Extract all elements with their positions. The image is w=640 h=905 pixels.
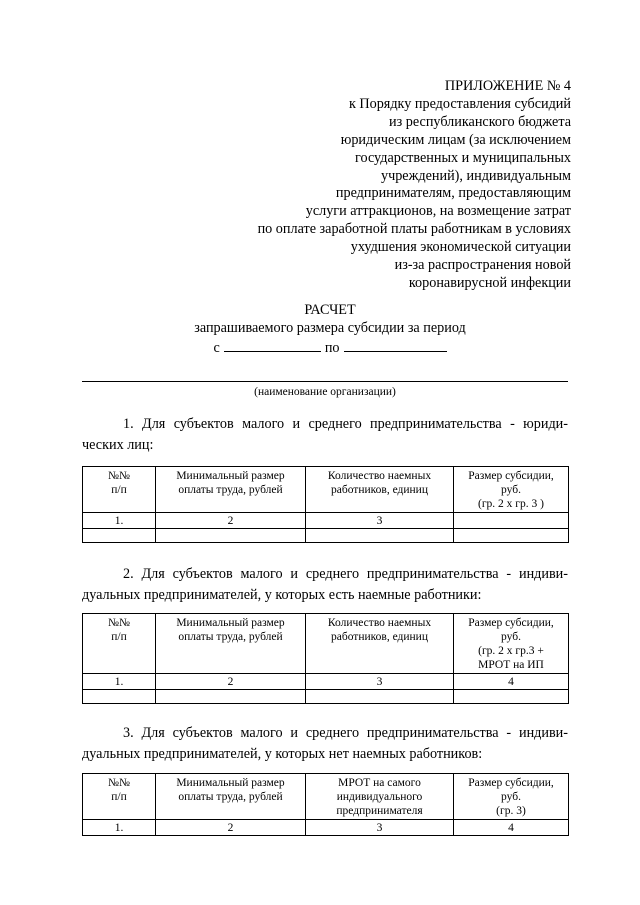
data-cell[interactable] xyxy=(156,529,306,543)
header-cell: №№ п/п xyxy=(83,467,156,513)
section-1-heading xyxy=(82,414,568,455)
period-to-blank xyxy=(344,338,447,352)
appendix-line: из республиканского бюджета xyxy=(389,113,571,130)
header-cell: Минимальный размер оплаты труда, рублей xyxy=(156,614,306,674)
index-cell: 2 xyxy=(156,674,306,690)
section-1-table xyxy=(82,466,569,543)
data-cell[interactable] xyxy=(83,529,156,543)
table-header-row xyxy=(83,614,569,674)
table-index-row xyxy=(83,820,569,836)
appendix-header xyxy=(200,78,571,293)
index-cell: 3 xyxy=(306,820,454,836)
section-3-table xyxy=(82,773,569,836)
section-3-heading xyxy=(82,723,568,764)
period-from-blank xyxy=(224,338,321,352)
index-cell: 2 xyxy=(156,513,306,529)
appendix-line: из-за распространения новой xyxy=(394,257,571,274)
period-to-label: по xyxy=(324,340,340,356)
index-cell: 2 xyxy=(156,820,306,836)
section-heading-line: 1. Для субъектов малого и среднего предпринимательства - юриди- xyxy=(123,416,568,432)
index-cell xyxy=(454,513,569,529)
appendix-line: государственных и муниципальных xyxy=(355,149,571,166)
index-cell: 3 xyxy=(306,674,454,690)
section-2-heading xyxy=(82,564,568,605)
document-subtitle: запрашиваемого размера субсидии за период xyxy=(194,319,466,336)
section-heading-line: 3. Для субъектов малого и среднего предпринимательства - индиви- xyxy=(123,725,568,741)
section-heading-line: ческих лиц: xyxy=(82,436,154,453)
organization-name-line xyxy=(82,381,568,382)
appendix-line: предпринимателям, предоставляющим xyxy=(335,185,571,202)
section-2-table xyxy=(82,613,569,704)
calculation-title xyxy=(130,302,530,338)
appendix-line: коронавирусной инфекции xyxy=(408,274,571,291)
appendix-line: по оплате заработной платы работникам в условиях xyxy=(257,221,571,238)
header-cell: Количество наемных работников, единиц xyxy=(306,467,454,513)
header-cell: МРОТ на самого индивидуального предпринимателя xyxy=(306,774,454,820)
header-cell: Размер субсидии, руб. (гр. 2 х гр. 3 ) xyxy=(454,467,569,513)
period-line xyxy=(130,338,530,358)
data-cell[interactable] xyxy=(83,690,156,704)
section-heading-line: дуальных предпринимателей, у которых нет наемных работников: xyxy=(82,745,483,762)
header-cell: Минимальный размер оплаты труда, рублей xyxy=(156,467,306,513)
appendix-line: услуги аттракционов, на возмещение затрат xyxy=(305,203,571,220)
table-index-row xyxy=(83,674,569,690)
document-title: РАСЧЕТ xyxy=(304,302,356,318)
appendix-line: ПРИЛОЖЕНИЕ № 4 xyxy=(444,78,571,94)
period-from-label: с xyxy=(213,340,220,356)
index-cell: 3 xyxy=(306,513,454,529)
appendix-line: к Порядку предоставления субсидий xyxy=(348,95,571,112)
header-cell: №№ п/п xyxy=(83,614,156,674)
section-heading-line: дуальных предпринимателей, у которых есть наемные работники: xyxy=(82,586,482,603)
data-cell[interactable] xyxy=(454,529,569,543)
table-row xyxy=(83,690,569,704)
appendix-line: юридическим лицам (за исключением xyxy=(340,131,571,148)
organization-caption: (наименование организации) xyxy=(254,386,396,398)
header-cell: №№ п/п xyxy=(83,774,156,820)
header-cell: Минимальный размер оплаты труда, рублей xyxy=(156,774,306,820)
index-cell: 4 xyxy=(454,820,569,836)
appendix-line: учреждений), индивидуальным xyxy=(380,167,571,184)
table-row xyxy=(83,529,569,543)
header-cell: Размер субсидии, руб. (гр. 2 х гр.3 + МРОТ на ИП xyxy=(454,614,569,674)
section-heading-line: 2. Для субъектов малого и среднего предпринимательства - индиви- xyxy=(123,566,568,582)
header-cell: Размер субсидии, руб. (гр. 3) xyxy=(454,774,569,820)
index-cell: 1. xyxy=(83,820,156,836)
table-header-row xyxy=(83,774,569,820)
index-cell: 1. xyxy=(83,513,156,529)
data-cell[interactable] xyxy=(454,690,569,704)
header-cell: Количество наемных работников, единиц xyxy=(306,614,454,674)
index-cell: 1. xyxy=(83,674,156,690)
appendix-line: ухудшения экономической ситуации xyxy=(350,239,571,256)
data-cell[interactable] xyxy=(306,529,454,543)
data-cell[interactable] xyxy=(306,690,454,704)
table-index-row xyxy=(83,513,569,529)
index-cell: 4 xyxy=(454,674,569,690)
data-cell[interactable] xyxy=(156,690,306,704)
table-header-row xyxy=(83,467,569,513)
